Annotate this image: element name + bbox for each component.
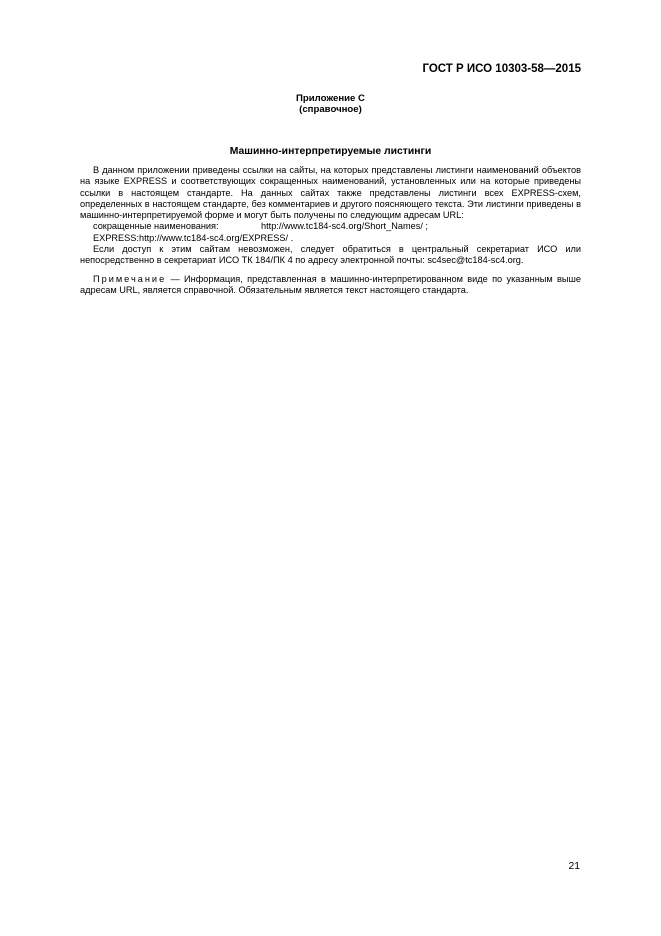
page-number: 21 xyxy=(568,861,580,872)
standard-code-header: ГОСТ Р ИСО 10303-58—2015 xyxy=(422,63,581,75)
note-paragraph xyxy=(80,274,581,297)
express-url-line: EXPRESS:http://www.tc184-sc4.org/EXPRESS/ . xyxy=(93,232,294,243)
body-text xyxy=(80,165,581,296)
note-text: — Информация, представленная в машинно-интерпретированном виде по указанным выше адресам URL, является справочной. Обязательным является текст настоящего стандарта. xyxy=(80,273,581,295)
note-label: Примечание xyxy=(93,273,167,284)
annex-heading xyxy=(0,93,661,115)
intro-paragraph: В данном приложении приведены ссылки на сайты, на которых представлены листинги наименований объектов на языке EXPRESS и соответствующих сокращенных наименований, установленных или на которые приведены ссылки в настоящем стандарте. На данных сайтах также представлены листинги всех EXPRESS-схем, определенных в настоящем стандарте, без комментариев и другого поясняющего текста. Эти листинги приведены в машинно-интерпретируемой форме и могут быть получены по следующим адресам URL: xyxy=(80,165,581,221)
short-names-line xyxy=(80,221,581,232)
section-title: Машинно-интерпретируемые листинги xyxy=(229,146,432,157)
annex-title: Приложение С xyxy=(296,93,365,104)
annex-subtitle: (справочное) xyxy=(299,104,362,115)
short-names-label: сокращенные наименования: xyxy=(93,221,219,232)
short-names-url: http://www.tc184-sc4.org/Short_Names/ ; xyxy=(261,221,428,232)
contact-paragraph: Если доступ к этим сайтам невозможен, следует обратиться в центральный секретариат ИСО или непосредственно в секретариат ИСО ТК 184/ПК 4 по адресу электронной почты: sc4sec@tc184-sc4.org. xyxy=(80,244,581,266)
